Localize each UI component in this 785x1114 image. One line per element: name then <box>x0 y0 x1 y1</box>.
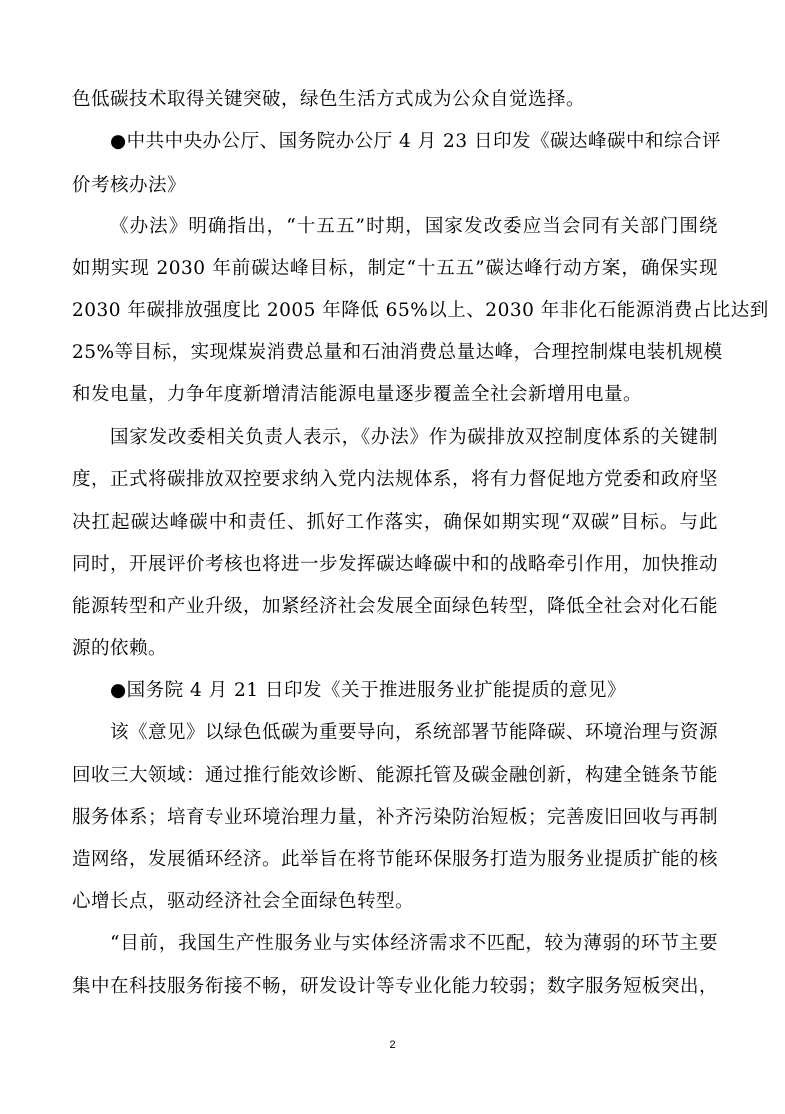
bullet-heading: ●国务院 4 月 21 日印发《关于推进服务业扩能提质的意见》 <box>110 680 626 701</box>
paragraph-line: 该《意见》以绿色低碳为重要导向，系统部署节能降碳、环境治理与资源 <box>110 722 719 743</box>
page-number: 2 <box>389 1039 396 1051</box>
paragraph-line: 造网络，发展循环经济。此举旨在将节能环保服务打造为服务业提质扩能的核 <box>72 849 719 870</box>
bullet-heading: ●中共中央办公厅、国务院办公厅 4 月 23 日印发《碳达峰碳中和综合评 <box>110 131 721 152</box>
paragraph-line: 心增长点，驱动经济社会全面绿色转型。 <box>72 891 415 912</box>
text-line: 色低碳技术取得关键突破，绿色生活方式成为公众自觉选择。 <box>72 89 586 110</box>
paragraph-line: 和发电量，力争年度新增清洁能源电量逐步覆盖全社会新增用电量。 <box>72 384 643 405</box>
paragraph-line: 源的依赖。 <box>72 638 168 659</box>
paragraph-line: 回收三大领域：通过推行能效诊断、能源托管及碳金融创新，构建全链条节能 <box>72 765 719 786</box>
paragraph-line: “目前，我国生产性服务业与实体经济需求不匹配，较为薄弱的环节主要 <box>110 933 718 954</box>
paragraph-line: 能源转型和产业升级，加紧经济社会发展全面绿色转型，降低全社会对化石能 <box>72 596 719 617</box>
paragraph-line: 国家发改委相关负责人表示，《办法》作为碳排放双控制度体系的关键制 <box>110 427 718 448</box>
paragraph-line: 《办法》明确指出，“十五五”时期，国家发改委应当会同有关部门围绕 <box>110 216 718 237</box>
paragraph-line: 度，正式将碳排放双控要求纳入党内法规体系，将有力督促地方党委和政府坚 <box>72 469 719 490</box>
paragraph-line: 服务体系；培育专业环境治理力量，补齐污染防治短板；完善废旧回收与再制 <box>72 807 719 828</box>
paragraph-line: 同时，开展评价考核也将进一步发挥碳达峰碳中和的战略牵引作用，加快推动 <box>72 554 719 575</box>
paragraph-line: 如期实现 2030 年前碳达峰目标，制定“十五五”碳达峰行动方案，确保实现 <box>72 258 718 279</box>
paragraph-line: 25%等目标，实现煤炭消费总量和石油消费总量达峰，合理控制煤电装机规模 <box>72 342 723 363</box>
paragraph-line: 集中在科技服务衔接不畅，研发设计等专业化能力较弱；数字服务短板突出， <box>72 976 719 997</box>
paragraph-line: 决扛起碳达峰碳中和责任、抓好工作落实，确保如期实现“双碳”目标。与此 <box>72 512 718 533</box>
paragraph-line: 2030 年碳排放强度比 2005 年降低 65%以上、2030 年非化石能源消费占比达到 <box>72 300 769 321</box>
bullet-heading-continuation: 价考核办法》 <box>72 175 187 196</box>
